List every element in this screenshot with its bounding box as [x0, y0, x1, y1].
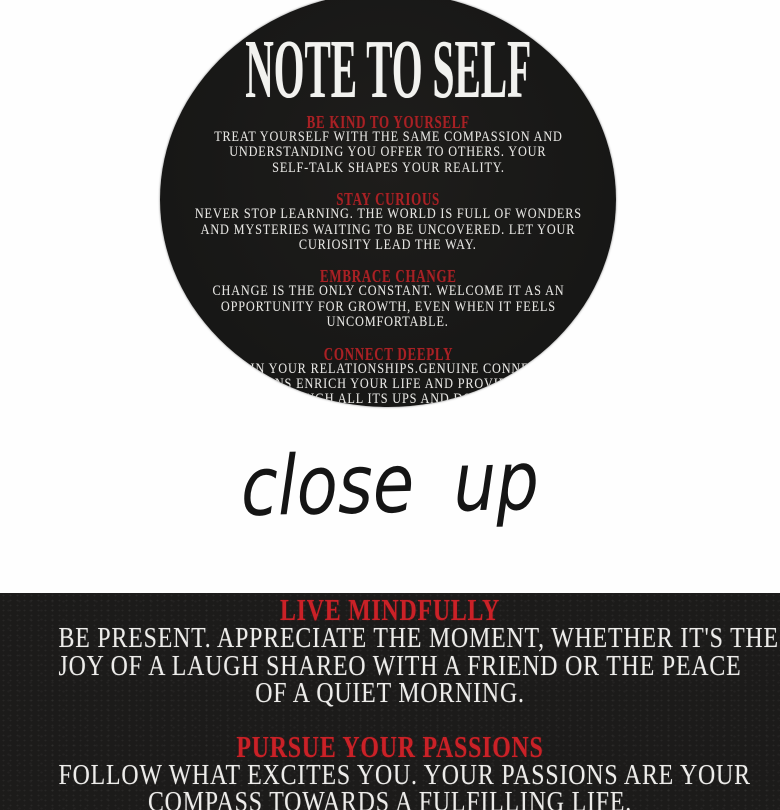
section-line-clipped: CONNECTIONS ENRICH YOUR LIFE AND PROVIDE SUPPORT — [196, 376, 580, 393]
circle-title: NOTE TO SELF — [245, 23, 531, 116]
section-line: CHANGE IS THE ONLY CONSTANT. WELCOME IT AS AN — [212, 283, 564, 300]
panel-line: COMPASS TOWARDS A FULFILLING LIFE. — [147, 787, 633, 810]
section-line: UNDERSTANDING YOU OFFER TO OTHERS. YOUR — [229, 144, 547, 161]
note-to-self-circle — [160, 0, 616, 407]
circle-section-embrace-change — [179, 268, 598, 330]
circle-section-connect-deeply — [160, 343, 616, 407]
section-line: NEVER STOP LEARNING. THE WORLD IS FULL OF WONDERS — [194, 206, 582, 223]
close-up-caption: close up — [240, 433, 540, 536]
section-line: TREAT YOURSELF WITH THE SAME COMPASSION AND — [213, 129, 563, 145]
section-line: AND MYSTERIES WAITING TO BE UNCOVERED. LET YOUR — [200, 221, 576, 238]
section-heading: STAY CURIOUS — [336, 189, 440, 210]
panel-line: FOLLOW WHAT EXCITES YOU. YOUR PASSIONS ARE YOUR — [58, 759, 751, 791]
panel-line: BE PRESENT. APPRECIATE THE MOMENT, WHETHER IT'S THE — [58, 623, 779, 654]
section-heading: EMBRACE CHANGE — [319, 266, 457, 287]
section-line: OPPORTUNITY FOR GROWTH, EVEN WHEN IT FEELS — [220, 298, 556, 315]
section-line: CURIOSITY LEAD THE WAY. — [299, 237, 477, 254]
section-heading: CONNECT DEEPLY — [323, 343, 453, 364]
panel-line: JOY OF A LAUGH SHAREO WITH A FRIEND OR THE PEACE — [58, 650, 742, 682]
panel-heading: LIVE MINDFULLY — [279, 593, 501, 627]
section-line-clipped: INVEST IN YOUR RELATIONSHIPS.GENUINE CONNECTIONS — [197, 360, 579, 377]
section-line-clipped: THROUGH ALL ITS UPS AND DOWNS. — [269, 391, 507, 407]
panel-line: OF A QUIET MORNING. — [255, 678, 525, 709]
section-line: UNCOMFORTABLE. — [326, 314, 450, 331]
circle-section-stay-curious — [160, 191, 616, 253]
circle-section-be-kind — [181, 114, 596, 176]
section-heading: BE KIND TO YOURSELF — [306, 112, 470, 132]
close-up-panel — [0, 593, 780, 810]
panel-heading: PURSUE YOUR PASSIONS — [236, 728, 544, 764]
section-line: SELF-TALK SHAPES YOUR REALITY. — [271, 159, 505, 176]
